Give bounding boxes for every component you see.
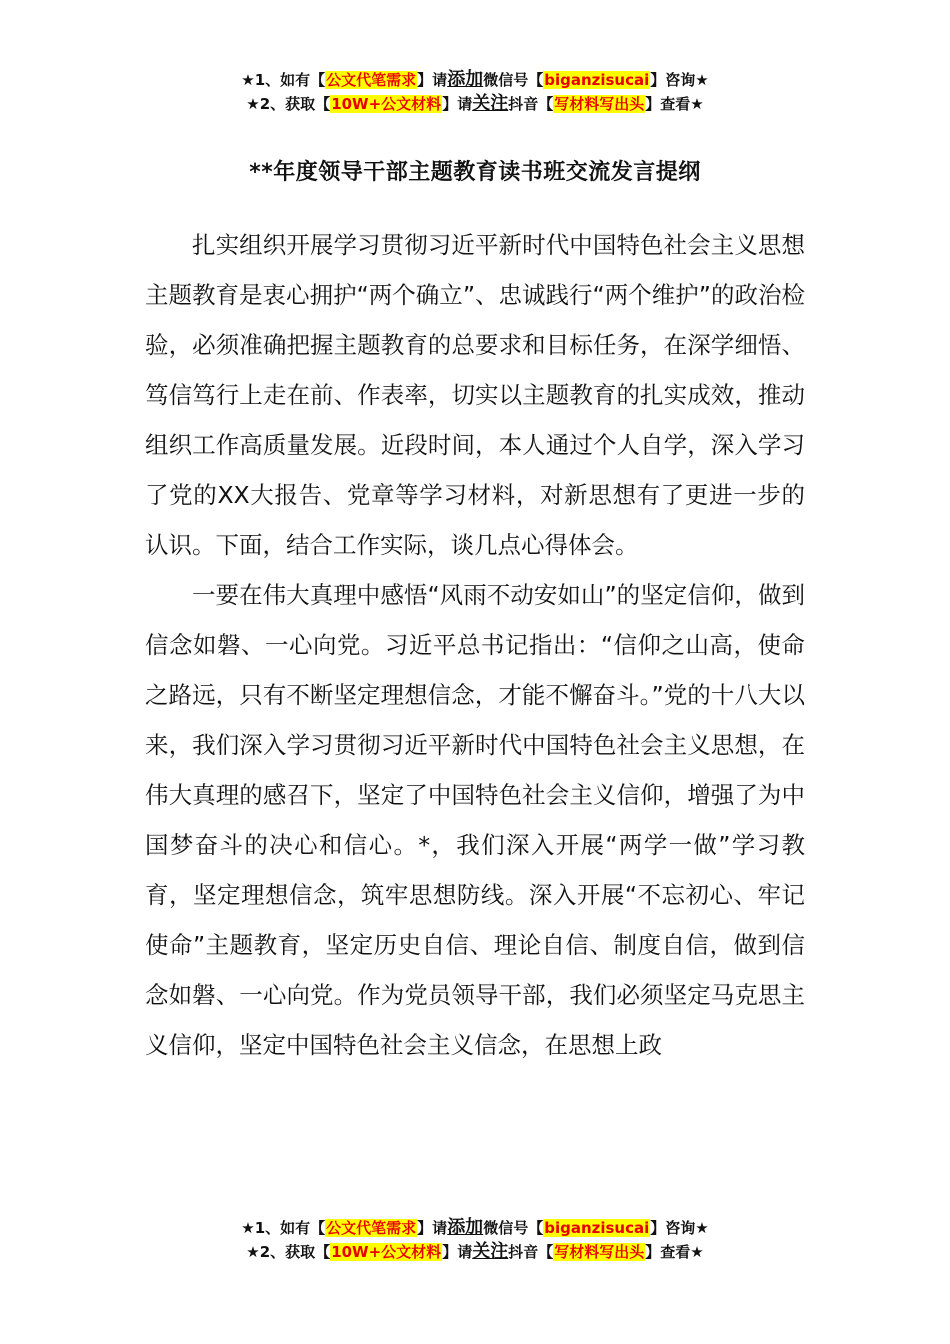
paragraph-point-one: 一要在伟大真理中感悟“风雨不动安如山”的坚定信仰，做到信念如磐、一心向党。习近平总书记指出：“信仰之山高，使命之路远，只有不断坚定理想信念，才能不懈奋斗。”党的十八大以来，我们深入学习贯彻习近平新时代中国特色社会主义思想，在伟大真理的感召下，坚定了中国特色社会主义信仰，增强了为中国梦奋斗的决心和信心。*，我们深入开展“两学一做”学习教育，坚定理想信念，筑牢思想防线。深入开展“不忘初心、牢记使命”主题教育，坚定历史自信、理论自信、制度自信，做到信念如磐、一心向党。作为党员领导干部，我们必须坚定马克思主义信仰，坚定中国特色社会主义信念，在思想上政 [145,581,805,1059]
footer-highlight-account: 写材料写出头 [554,1243,645,1261]
header-emphasis-follow: 关注 [472,93,509,114]
footer-line-2-prefix: ★2、获取【 [246,1243,331,1261]
footer-highlight-service: 公文代笔需求 [326,1219,417,1237]
header-highlight-materials: 10W+公文材料 [331,95,442,113]
footer-banner [0,1216,950,1264]
header-emphasis-add: 添加 [447,69,484,90]
paragraph-intro: 扎实组织开展学习贯彻习近平新时代中国特色社会主义思想主题教育是衷心拥护“两个确立”、忠诚践行“两个维护”的政治检验，必须准确把握主题教育的总要求和目标任务，在深学细悟、笃信笃行上走在前、作表率，切实以主题教育的扎实成效，推动组织工作高质量发展。近段时间，本人通过个人自学，深入学习了党的XX大报告、党章等学习材料，对新思想有了更进一步的认识。下面，结合工作实际，谈几点心得体会。 [145,231,805,559]
footer-line-1-please: 】请 [417,1219,448,1237]
header-banner [0,68,950,116]
header-line-1-wechat: 微信号【 [483,71,544,89]
footer-highlight-wechat-id: biganzisucai [544,1219,650,1237]
header-line-2 [0,92,950,116]
header-line-2-suffix: 】查看★ [645,95,704,113]
footer-line-1-suffix: 】咨询★ [650,1219,709,1237]
header-highlight-wechat-id: biganzisucai [544,71,650,89]
header-line-2-douyin: 抖音【 [508,95,554,113]
header-line-2-prefix: ★2、获取【 [246,95,331,113]
footer-line-1-wechat: 微信号【 [483,1219,544,1237]
header-line-1 [0,68,950,92]
footer-line-1 [0,1216,950,1240]
footer-emphasis-add: 添加 [447,1217,484,1238]
document-title: **年度领导干部主题教育读书班交流发言提纲 [249,160,701,185]
header-line-1-please: 】请 [417,71,448,89]
header-line-2-please: 】请 [442,95,473,113]
footer-line-2 [0,1240,950,1264]
footer-line-2-please: 】请 [442,1243,473,1261]
header-line-1-suffix: 】咨询★ [650,71,709,89]
footer-line-2-suffix: 】查看★ [645,1243,704,1261]
footer-line-2-douyin: 抖音【 [508,1243,554,1261]
document-body [145,220,805,1070]
footer-line-1-prefix: ★1、如有【 [241,1219,326,1237]
header-highlight-service: 公文代笔需求 [326,71,417,89]
header-highlight-account: 写材料写出头 [554,95,645,113]
header-line-1-prefix: ★1、如有【 [241,71,326,89]
footer-highlight-materials: 10W+公文材料 [331,1243,442,1261]
footer-emphasis-follow: 关注 [472,1241,509,1262]
